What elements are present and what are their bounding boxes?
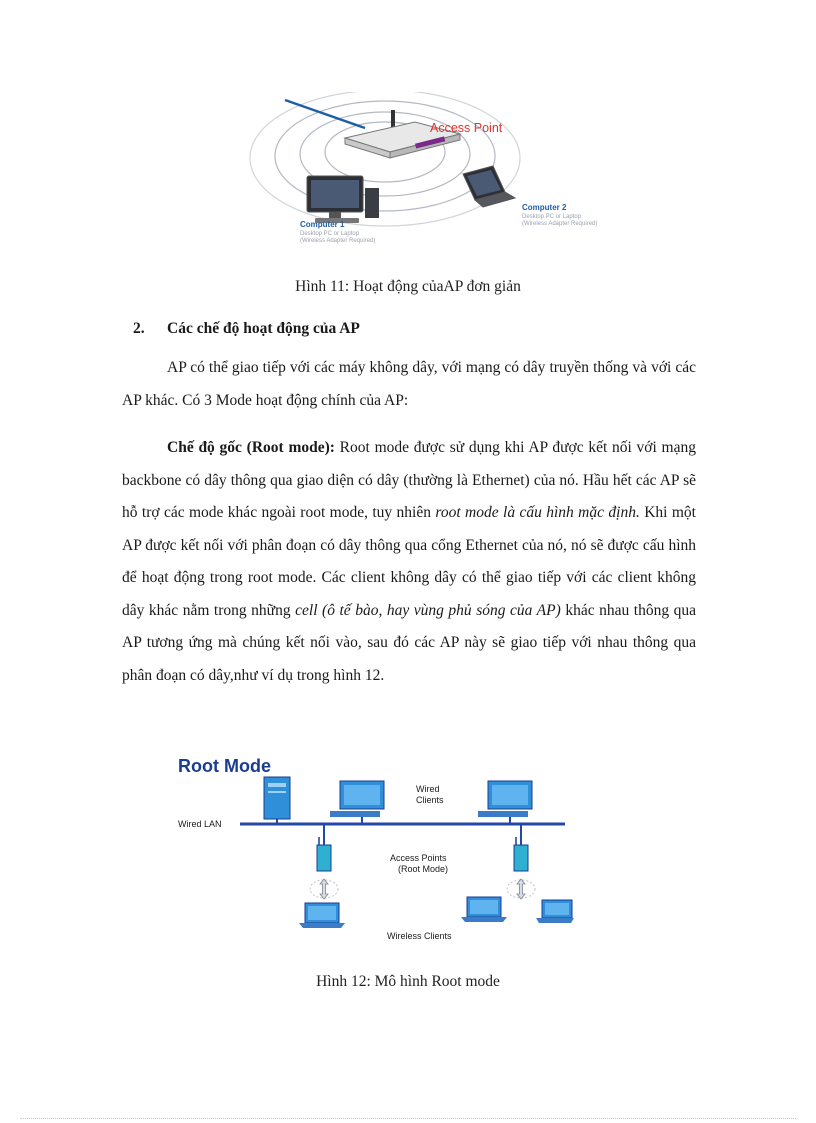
root-mode-text-3: khác nhau thông qua AP tương ứng mà chúng kết nối vào, sau đó các AP này sẽ giao tiếp với nhau thông qua phân đoạn có dây,như ví dụ trong hình 12.: [122, 601, 696, 684]
computer-2-title: Computer 2: [522, 203, 567, 212]
wireless-client-laptop-1-icon: [299, 903, 345, 928]
wired-lan-label: Wired LAN: [178, 819, 222, 829]
intro-paragraph: AP có thể giao tiếp với các máy không dây, với mạng có dây truyền thống và với các AP khác. Có 3 Mode hoạt động chính của AP:: [122, 359, 696, 409]
computer-1-desktop-icon: [307, 176, 379, 223]
wireless-clients-label: Wireless Clients: [387, 931, 452, 941]
root-mode-text-1: Root mode được sử dụng khi AP được kết nối với mạng backbone có dây thông qua giao diện có dây (thường là Ethernet) của nó. Hầu hết các AP sẽ hỗ trợ các mode khác ngoài root mode, tuy nhiên: [122, 439, 696, 521]
wireless-link-arrow-2-icon: [507, 879, 535, 899]
wired-client-desktop-1-icon: [330, 781, 384, 824]
figure-root-mode-diagram: [170, 745, 575, 945]
computer-2-line1: Desktop PC or Laptop: [522, 214, 582, 220]
access-points-label-line1: Access Points: [390, 853, 447, 863]
computer-1-title: Computer 1: [300, 220, 345, 229]
server-tower-icon: [264, 777, 290, 824]
wired-clients-label-line1: Wired: [416, 784, 440, 794]
figure-12-caption: Hình 12: Mô hình Root mode: [316, 973, 500, 990]
computer-1-line2: (Wireless Adapter Required): [300, 238, 376, 244]
root-mode-term: Chế độ gốc (Root mode):: [167, 439, 335, 456]
signal-waves: [250, 92, 520, 226]
root-mode-default-note: root mode là cấu hình mặc định.: [435, 504, 640, 521]
diagram-title: Root Mode: [178, 756, 271, 776]
figure-11-caption: Hình 11: Hoạt động củaAP đơn giản: [295, 278, 521, 295]
section-title: Các chế độ hoạt động của AP: [167, 320, 360, 337]
wired-client-desktop-2-icon: [478, 781, 532, 824]
root-mode-paragraph: [122, 432, 696, 692]
wireless-client-laptop-3-icon: [536, 900, 574, 923]
cell-definition: cell (ô tế bào, hay vùng phủ sóng của AP): [295, 601, 561, 619]
root-mode-text-2: Khi một AP được kết nối với phân đoạn có dây thông qua cổng Ethernet của nó, nó sẽ được cấu hình để hoạt động trong root mode. Các client không dây có thể giao tiếp với các client không dây khác nằm trong những: [122, 504, 696, 619]
wireless-link-arrow-1-icon: [310, 879, 338, 899]
access-point-label: Access Point: [430, 121, 503, 135]
computer-1-line1: Desktop PC or Laptop: [300, 231, 360, 237]
wired-clients-label-line2: Clients: [416, 795, 444, 805]
page-bottom-divider: [20, 1118, 796, 1119]
section-heading: [133, 320, 360, 338]
access-points-label-line2: (Root Mode): [398, 864, 449, 874]
section-number: 2.: [133, 320, 145, 337]
wireless-client-laptop-2-icon: [461, 897, 507, 922]
figure-access-point: [215, 92, 640, 244]
computer-2-line2: (Wireless Adapter Required): [522, 221, 598, 227]
